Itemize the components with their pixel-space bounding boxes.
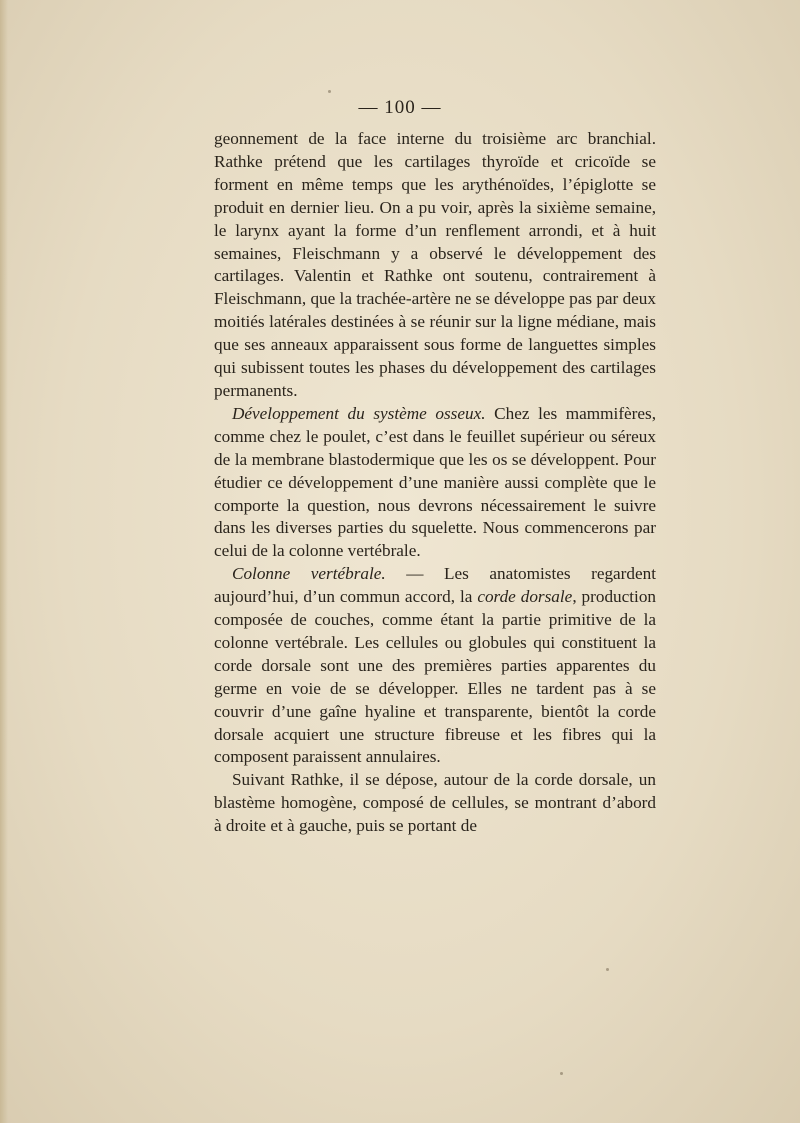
paragraph-2 (214, 403, 656, 563)
paper-speck (606, 968, 609, 971)
paper-speck (560, 1072, 563, 1075)
paper-speck (328, 90, 331, 93)
emphasis-corde-dorsale: corde dorsale (477, 587, 573, 607)
paragraph-3 (214, 563, 656, 769)
page-number: — 100 — (358, 97, 442, 118)
body-text (214, 128, 656, 838)
section-heading-colonne: Colonne vertébrale. (232, 564, 386, 584)
page-edge-shadow (0, 0, 8, 1123)
paragraph-3-text-b: , production composée de couches, comme étant la partie primitive de la colonne vertébrale. Les cellules ou globules qui constituent la corde dorsale sont une des premières parties apparentes du germe en voie de se développer. Elles ne tardent pas à se couvrir d’une gaîne hyaline et transparente, bientôt la corde dorsale acquiert une structure fibreuse et les fibres qui la composent paraissent annulaires. (214, 587, 657, 767)
paragraph-3-text-a: — Les anatomistes regardent aujourd’hui, d’un commun accord, la (214, 564, 656, 607)
paragraph-4: Suivant Rathke, il se dépose, autour de la corde dorsale, un blastème homogène, composé de cellules, se montrant d’abord à droite et à gauche, puis se portant de (214, 770, 656, 836)
paragraph-2-text: Chez les mammifères, comme chez le poulet, c’est dans le feuillet supérieur ou séreux de la membrane blastodermique que les os se développent. Pour étudier ce développement d’une manière aussi complète que le comporte la question, nous devrons nécessairement le suivre dans les diverses parties du squelette. Nous commencerons par celui de la colonne vertébrale. (214, 403, 657, 561)
paragraph-1: geonnement de la face interne du troisième arc branchial. Rathke prétend que les cartilages thyroïde et cricoïde se forment en même temps que les arythénoïdes, l’épiglotte se produit en dernier lieu. On a pu voir, après la sixième semaine, le larynx ayant la forme d’un renflement arrondi, et à huit semaines, Fleischmann y a observé le développement des cartilages. Valentin et Rathke ont soutenu, contrairement à Fleischmann, que la trachée-artère ne se développe pas par deux moitiés latérales destinées à se réunir sur la ligne médiane, mais que ses anneaux apparaissent sous forme de languettes simples qui subissent toutes les phases du développement des cartilages permanents. (214, 129, 656, 400)
section-heading-osseux: Développement du système osseux. (232, 403, 486, 423)
